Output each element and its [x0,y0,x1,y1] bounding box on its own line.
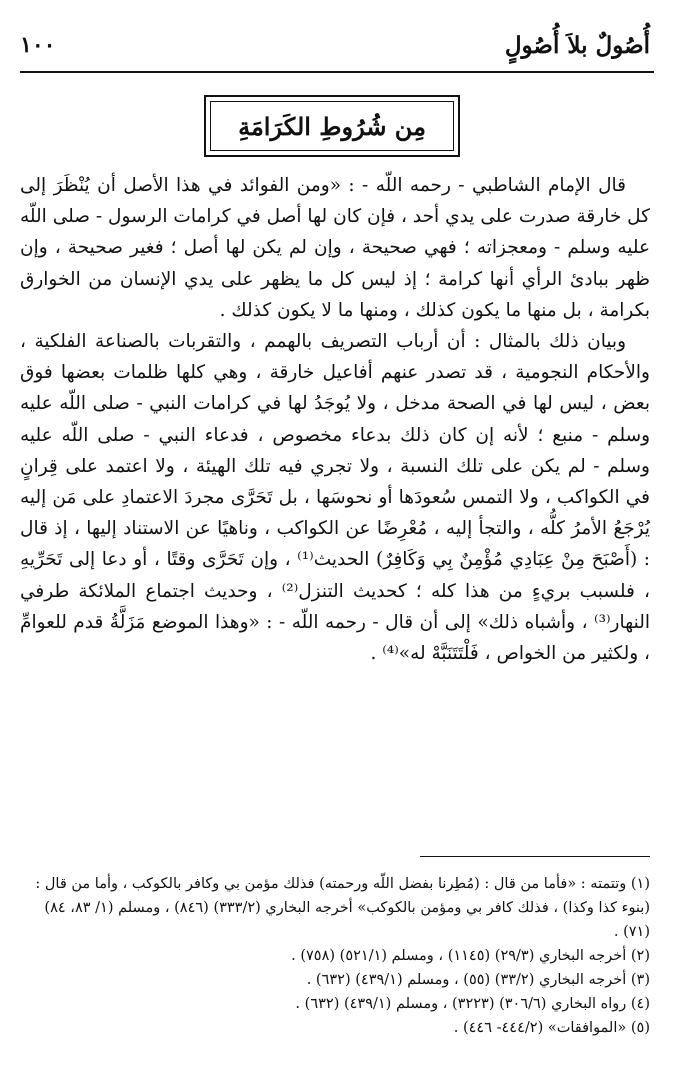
section-title-box [204,95,460,157]
paragraph-1: قال الإمام الشاطبي - رحمه اللّه - : «ومن الفوائد في هذا الأصل أن يُنْظَرَ إلى كل خارقة صدرت على يدي أحد ، فإن كان لها أصل في كرامات الرسول - صلى اللّه عليه وسلم - ومعجزاته ؛ فهي صحيحة ، وإن لم يكن لها أصل ؛ فغير صحيحة ، وإن ظهر ببادئ الرأي أنها كرامة ؛ إذ ليس كل ما يظهر على يدي الإنسان من الخوارق بكرامة ، بل منها ما يكون كذلك ، ومنها ما لا يكون كذلك . [20,175,650,321]
footnote-4: (٤) رواه البخاري (٣٠٦/٦) (٣٢٢٣) ، ومسلم (٤٣٩/١) (٦٣٢) . [295,996,650,1012]
header-divider [20,71,654,73]
section-title: مِن شُرُوطِ الكَرَامَةِ [210,101,454,151]
paragraph-2: وبيان ذلك بالمثال : أن أرباب التصريف بالهمم ، والتقربات بالصناعة الفلكية ، والأحكام النجومية ، قد تصدر عنهم أفاعيل خارقة ، وهي كلها ظلمات بعضها فوق بعض ، ليس لها في الصحة مدخل ، ولا يُوجَدُ لها في كرامات النبي - صلى اللّه عليه وسلم - منبع ؛ لأنه إن كان ذلك بدعاء مخصوص ، فدعاء النبي - صلى اللّه عليه وسلم - لم يكن على تلك النسبة ، ولا تجري فيه تلك الهيئة ، ولا اعتمد على قِرانٍ في الكواكب ، ولا التمس سُعودَها أو نحوسَها ، بل تَحَرَّى مجردَ الاعتمادِ على مَن إليه يُرْجَعُ الأمرُ كلُّه ، والتجأ إليه ، مُعْرِضًا عن الكواكب ، وناهيًا عن الاستناد إليها ، إذ قال : (أَصْبَحَ مِنْ عِبَادِي مُؤْمِنٌ بِي وَكَافِرٌ) الحديث⁽¹⁾ ، وإن تَحَرَّى وقتًا ، أو دعا إلى تَحَرِّيهِ ، فلسبب بريءٍ من هذا كله ؛ كحديث التنزل⁽²⁾ ، وحديث اجتماع الملائكة طرفي النهار⁽³⁾ ، وأشباه ذلك» إلى أن قال - رحمه اللّه - : «وهذا الموضع مَزَلَّةُ قدم للعوامِّ ، ولكثير من الخواص ، فَلْتَتَنَبَّهْ له»⁽⁴⁾ . [20,331,650,665]
footnote-1: (١) وتتمته : «فأما من قال : (مُطِرنا بفضل اللّه ورحمته) فذلك مؤمن بي وكافر بالكوكب ، وأما من قال : (بنوء كذا وكذا) ، فذلك كافر بي ومؤمن بالكوكب» أخرجه البخاري (٣٣٣/٢) (٨٤٦) ، ومسلم (١/ ٨٣، ٨٤) (٧١) . [35,876,650,940]
footnote-divider [420,856,650,857]
running-header [20,28,650,68]
footnote-3: (٣) أخرجه البخاري (٣٣/٢) (٥٥) ، ومسلم (٤٣٩/١) (٦٣٢) . [306,972,650,988]
footnotes [20,872,650,1040]
main-text [20,170,650,669]
page-number: ١٠٠ [20,32,56,58]
running-title: أُصُولٌ بلاَ أُصُولٍ [504,32,650,59]
footnote-5: (٥) «الموافقات» (٤٤٤/٢- ٤٤٦) . [453,1020,650,1036]
footnote-2: (٢) أخرجه البخاري (٢٩/٣) (١١٤٥) ، ومسلم (٥٢١/١) (٧٥٨) . [291,948,650,964]
